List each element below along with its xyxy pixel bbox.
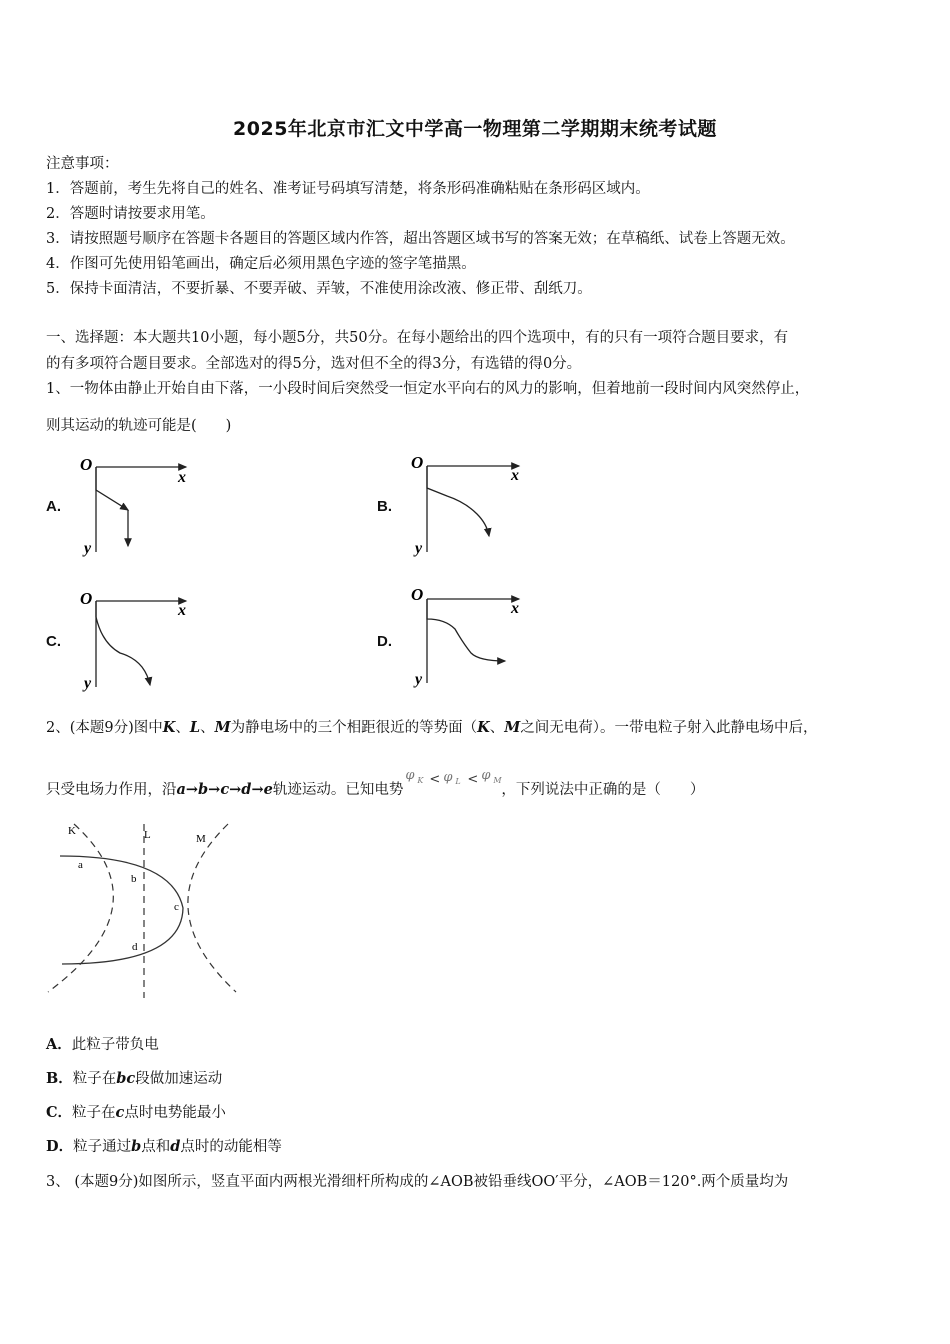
equipotential-m	[188, 824, 236, 992]
q1-option-d-graph	[407, 583, 532, 691]
notice-item: 4．作图可先使用铅笔画出，确定后必须用黑色字迹的签字笔描黑。	[46, 256, 476, 272]
label-a: a	[78, 859, 83, 871]
potential-formula: φ K < φ L < φ M	[405, 768, 502, 787]
trajectory	[427, 466, 489, 536]
y-axis-label: y	[415, 671, 423, 688]
y-axis-label: y	[415, 540, 423, 557]
question-2-text: 2、(本题9分)图中K、L、M为静电场中的三个相距很近的等势面（K、M之间无电荷）。一带电粒子射入此静电场中后，	[46, 719, 818, 736]
q2-option-b: B．粒子在bc段做加速运动	[46, 1070, 223, 1087]
q1-option-d-label: D.	[377, 633, 392, 650]
x-axis-label: x	[178, 602, 186, 619]
question-2-text: 只受电场力作用，沿a→b→c→d→e轨迹运动。已知电势 φ K < φ L < φ M ，下列说法中正确的是（ ）	[46, 768, 705, 798]
notice-item: 2．答题时请按要求用笔。	[46, 206, 215, 222]
q1-option-a-graph	[76, 452, 196, 560]
x-axis-label: x	[511, 467, 519, 484]
notice-item: 1．答题前，考生先将自己的姓名、准考证号码填写清楚，将条形码准确粘贴在条形码区域内。	[46, 181, 650, 197]
question-3-text: 3、 (本题9分)如图所示，竖直平面内两根光滑细杆所构成的∠AOB被铅垂线OO′平分，∠AOB＝120°.两个质量均为	[46, 1174, 789, 1190]
trajectory	[96, 467, 128, 510]
trajectory	[427, 599, 505, 661]
notice-item: 3．请按照题号顺序在答题卡各题目的答题区域内作答，超出答题区域书写的答案无效；在草稿纸、试卷上答题无效。	[46, 231, 795, 247]
trajectory	[96, 601, 150, 685]
page-title: 2025年北京市汇文中学高一物理第二学期期末统考试题	[233, 118, 717, 140]
y-axis-label: y	[84, 540, 92, 557]
question-1-text: 1、一物体由静止开始自由下落，一小段时间后突然受一恒定水平向右的风力的影响，但着地前一段时间内风突然停止，	[46, 381, 810, 397]
q1-option-c-graph	[76, 587, 196, 695]
notice-heading: 注意事项：	[46, 156, 119, 172]
x-axis-label: x	[178, 469, 186, 486]
label-m: M	[196, 833, 206, 845]
section-intro: 一、选择题：本大题共10小题，每小题5分，共50分。在每小题给出的四个选项中，有的只有一项符合题目要求，有	[46, 330, 789, 346]
q1-option-b-label: B.	[377, 498, 392, 515]
label-c: c	[174, 901, 179, 913]
equipotential-k	[48, 824, 113, 992]
notice-item: 5．保持卡面清洁，不要折暴、不要弄破、弄皱，不准使用涂改液、修正带、刮纸刀。	[46, 281, 592, 297]
question-1-text: 则其运动的轨迹可能是( )	[46, 418, 232, 434]
q2-option-d: D．粒子通过b点和d点时的动能相等	[46, 1138, 282, 1155]
origin-label: O	[411, 585, 424, 604]
q1-option-c-label: C.	[46, 633, 61, 650]
origin-label: O	[411, 453, 424, 472]
particle-trajectory	[60, 856, 183, 964]
label-d: d	[132, 941, 138, 953]
origin-label: O	[80, 455, 93, 474]
q1-option-a-label: A.	[46, 498, 61, 515]
label-l: L	[144, 829, 151, 841]
y-axis-label: y	[84, 675, 92, 692]
label-b: b	[131, 873, 137, 885]
q2-option-a: A．此粒子带负电	[46, 1036, 159, 1053]
x-axis-label: x	[511, 600, 519, 617]
section-intro: 的有多项符合题目要求。全部选对的得5分，选对但不全的得3分，有选错的得0分。	[46, 356, 582, 372]
label-k: K	[68, 825, 76, 837]
q1-option-b-graph	[407, 452, 532, 560]
q2-equipotential-figure	[44, 816, 244, 1002]
q2-option-c: C．粒子在c点时电势能最小	[46, 1104, 226, 1121]
origin-label: O	[80, 589, 93, 608]
